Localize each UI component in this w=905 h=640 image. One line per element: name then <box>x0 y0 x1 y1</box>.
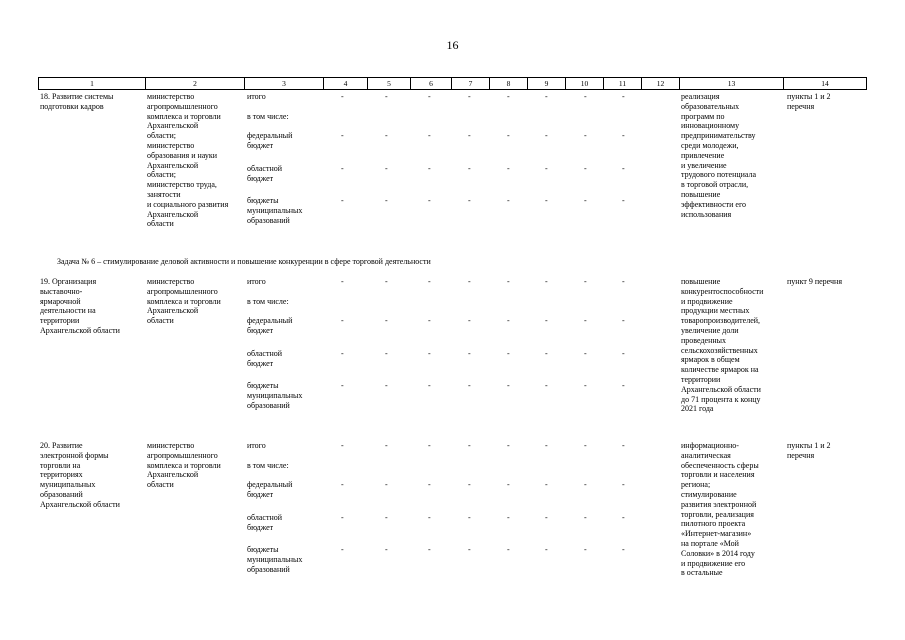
cell-line: до 71 процента к концу <box>681 394 761 404</box>
empty-value-dash: - <box>341 316 344 325</box>
cell-line: образований <box>247 564 290 574</box>
expected-result-cell <box>681 277 763 414</box>
empty-value-dash: - <box>507 196 510 205</box>
cell-line: бюджет <box>247 140 274 150</box>
cell-line: 19. Организация <box>40 277 97 286</box>
cell-line: агропромышленного <box>147 286 218 296</box>
column-header: 5 <box>368 78 411 90</box>
funding-source-cell <box>247 480 292 500</box>
cell-line: среди молодежи, <box>681 140 739 150</box>
empty-value-dash: - <box>385 545 388 554</box>
empty-value-dash: - <box>468 92 471 101</box>
empty-value-dash: - <box>584 349 587 358</box>
cell-line: региона; <box>681 480 711 490</box>
empty-value-dash: - <box>584 441 587 450</box>
cell-line: территории <box>681 374 721 384</box>
cell-line: перечня <box>787 450 815 460</box>
empty-value-dash: - <box>584 545 587 554</box>
funding-source-cell <box>247 513 282 533</box>
empty-value-dash: - <box>545 545 548 554</box>
empty-value-dash: - <box>428 381 431 390</box>
cell-line: информационно- <box>681 441 739 450</box>
empty-value-dash: - <box>584 164 587 173</box>
empty-value-dash: - <box>428 277 431 286</box>
empty-value-dash: - <box>468 381 471 390</box>
empty-value-dash: - <box>428 349 431 358</box>
empty-value-dash: - <box>622 164 625 173</box>
cell-line: образований <box>40 489 83 499</box>
expected-result-cell <box>681 92 756 219</box>
cell-line: бюджет <box>247 358 274 368</box>
empty-value-dash: - <box>428 441 431 450</box>
cell-line: выставочно- <box>40 286 83 296</box>
cell-line: и продвижение его <box>681 558 746 568</box>
empty-value-dash: - <box>468 349 471 358</box>
cell-line: торговли и населения <box>681 470 755 480</box>
empty-value-dash: - <box>622 196 625 205</box>
cell-line: муниципальных <box>247 554 303 564</box>
empty-value-dash: - <box>507 349 510 358</box>
cell-line: бюджет <box>247 489 274 499</box>
column-header: 3 <box>245 78 324 90</box>
executor-cell <box>147 277 221 326</box>
empty-value-dash: - <box>584 277 587 286</box>
empty-value-dash: - <box>507 381 510 390</box>
executor-cell <box>147 92 228 229</box>
cell-line: увеличение доли <box>681 325 739 335</box>
cell-line: в том числе: <box>247 461 289 470</box>
empty-value-dash: - <box>507 277 510 286</box>
cell-line: муниципальных <box>247 205 303 215</box>
empty-value-dash: - <box>428 92 431 101</box>
empty-value-dash: - <box>341 381 344 390</box>
empty-value-dash: - <box>385 164 388 173</box>
cell-line: области <box>147 480 174 490</box>
empty-value-dash: - <box>341 92 344 101</box>
indicator-link-cell <box>787 277 842 287</box>
cell-line: повышение <box>681 277 721 286</box>
column-header: 6 <box>411 78 452 90</box>
empty-value-dash: - <box>468 513 471 522</box>
cell-line: торговли на <box>40 460 81 470</box>
empty-value-dash: - <box>428 545 431 554</box>
cell-line: областной <box>247 164 283 173</box>
empty-value-dash: - <box>584 513 587 522</box>
empty-value-dash: - <box>507 480 510 489</box>
cell-line: территориях <box>40 470 83 480</box>
funding-source-cell <box>247 277 266 287</box>
cell-line: проведенных <box>681 335 727 345</box>
funding-source-cell <box>247 297 289 307</box>
cell-line: муниципальных <box>247 390 303 400</box>
cell-line: пункт 9 перечня <box>787 277 843 286</box>
empty-value-dash: - <box>385 441 388 450</box>
empty-value-dash: - <box>341 480 344 489</box>
empty-value-dash: - <box>468 316 471 325</box>
cell-line: комплекса и торговли <box>147 296 221 306</box>
cell-line: итого <box>247 277 266 286</box>
funding-source-cell <box>247 461 289 471</box>
empty-value-dash: - <box>545 513 548 522</box>
empty-value-dash: - <box>545 277 548 286</box>
cell-line: 18. Развитие системы <box>40 92 114 101</box>
empty-value-dash: - <box>428 480 431 489</box>
cell-line: количестве ярмарок на <box>681 365 759 375</box>
funding-source-cell <box>247 316 292 336</box>
cell-line: агропромышленного <box>147 101 218 111</box>
empty-value-dash: - <box>385 480 388 489</box>
cell-line: министерство <box>147 92 195 101</box>
cell-line: области; <box>147 131 176 141</box>
cell-line: бюджет <box>247 522 274 532</box>
cell-line: Архангельской <box>147 160 199 170</box>
empty-value-dash: - <box>385 513 388 522</box>
cell-line: пункты 1 и 2 <box>787 92 831 101</box>
empty-value-dash: - <box>622 277 625 286</box>
empty-value-dash: - <box>622 441 625 450</box>
empty-value-dash: - <box>507 164 510 173</box>
column-header: 10 <box>566 78 604 90</box>
cell-line: комплекса и торговли <box>147 111 221 121</box>
cell-line: в остальные <box>681 568 723 578</box>
funding-source-cell <box>247 112 289 122</box>
cell-line: федеральный <box>247 480 293 489</box>
cell-line: стимулирование <box>681 489 737 499</box>
cell-line: сельскохозяйственных <box>681 345 758 355</box>
cell-line: подготовки кадров <box>40 101 104 111</box>
empty-value-dash: - <box>468 131 471 140</box>
cell-line: эффективности его <box>681 199 747 209</box>
empty-value-dash: - <box>584 92 587 101</box>
cell-line: торговли, реализация <box>681 509 754 519</box>
cell-line: агропромышленного <box>147 450 218 460</box>
empty-value-dash: - <box>507 131 510 140</box>
cell-line: областной <box>247 349 283 358</box>
event-name-cell <box>40 92 113 112</box>
empty-value-dash: - <box>545 349 548 358</box>
column-header: 8 <box>490 78 528 90</box>
empty-value-dash: - <box>468 164 471 173</box>
column-header: 9 <box>528 78 566 90</box>
cell-line: 2021 года <box>681 404 714 414</box>
cell-line: образований <box>247 215 290 225</box>
empty-value-dash: - <box>341 349 344 358</box>
empty-value-dash: - <box>385 277 388 286</box>
cell-line: Архангельской <box>147 209 199 219</box>
empty-value-dash: - <box>507 545 510 554</box>
column-header: 1 <box>39 78 146 90</box>
cell-line: «Интернет-магазин» <box>681 529 752 539</box>
event-name-cell <box>40 277 120 336</box>
cell-line: в торговой отрасли, <box>681 180 749 190</box>
cell-line: на портале «Мой <box>681 538 739 548</box>
empty-value-dash: - <box>545 164 548 173</box>
empty-value-dash: - <box>385 131 388 140</box>
empty-value-dash: - <box>584 381 587 390</box>
cell-line: федеральный <box>247 316 293 325</box>
cell-line: программ по <box>681 111 725 121</box>
cell-line: привлечение <box>681 150 725 160</box>
cell-line: Архангельской области <box>40 499 120 509</box>
empty-value-dash: - <box>545 381 548 390</box>
empty-value-dash: - <box>341 545 344 554</box>
cell-line: образования и науки <box>147 150 218 160</box>
indicator-link-cell <box>787 92 831 112</box>
cell-line: конкурентоспособности <box>681 286 764 296</box>
empty-value-dash: - <box>428 316 431 325</box>
empty-value-dash: - <box>584 316 587 325</box>
cell-line: Соловки» в 2014 году <box>681 548 755 558</box>
cell-line: бюджеты <box>247 545 279 554</box>
cell-line: министерство <box>147 140 195 150</box>
empty-value-dash: - <box>468 441 471 450</box>
column-header: 11 <box>604 78 642 90</box>
cell-line: и увеличение <box>681 160 727 170</box>
empty-value-dash: - <box>468 545 471 554</box>
empty-value-dash: - <box>385 196 388 205</box>
empty-value-dash: - <box>584 131 587 140</box>
page-number: 16 <box>446 38 459 52</box>
empty-value-dash: - <box>428 196 431 205</box>
cell-line: бюджеты <box>247 196 279 205</box>
empty-value-dash: - <box>622 349 625 358</box>
cell-line: территории <box>40 316 80 326</box>
cell-line: Архангельской <box>147 470 199 480</box>
funding-source-cell <box>247 131 292 151</box>
cell-line: товаропроизводителей, <box>681 316 761 326</box>
cell-line: итого <box>247 92 266 101</box>
cell-line: министерство <box>147 277 195 286</box>
empty-value-dash: - <box>428 131 431 140</box>
cell-line: 20. Развитие <box>40 441 83 450</box>
empty-value-dash: - <box>507 441 510 450</box>
empty-value-dash: - <box>622 513 625 522</box>
cell-line: деятельности на <box>40 306 96 316</box>
cell-line: трудового потенциала <box>681 170 757 180</box>
empty-value-dash: - <box>341 441 344 450</box>
empty-value-dash: - <box>385 349 388 358</box>
cell-line: повышение <box>681 189 721 199</box>
cell-line: ярмарок в общем <box>681 355 740 365</box>
column-header-row <box>39 78 867 90</box>
empty-value-dash: - <box>468 196 471 205</box>
empty-value-dash: - <box>507 513 510 522</box>
cell-line: Архангельской области <box>40 325 120 335</box>
cell-line: перечня <box>787 101 815 111</box>
empty-value-dash: - <box>341 131 344 140</box>
column-header: 12 <box>642 78 680 90</box>
funding-source-cell <box>247 196 302 225</box>
empty-value-dash: - <box>622 316 625 325</box>
indicator-link-cell <box>787 441 831 461</box>
empty-value-dash: - <box>468 277 471 286</box>
cell-line: занятости <box>147 189 181 199</box>
empty-value-dash: - <box>341 196 344 205</box>
empty-value-dash: - <box>545 316 548 325</box>
empty-value-dash: - <box>622 381 625 390</box>
empty-value-dash: - <box>507 92 510 101</box>
funding-source-cell <box>247 545 302 574</box>
cell-line: бюджет <box>247 325 274 335</box>
funding-source-cell <box>247 349 282 369</box>
funding-source-cell <box>247 92 266 102</box>
cell-line: министерство труда, <box>147 180 217 190</box>
cell-line: продукции местных <box>681 306 750 316</box>
funding-source-cell <box>247 381 302 410</box>
cell-line: области <box>147 316 174 326</box>
cell-line: в том числе: <box>247 112 289 121</box>
empty-value-dash: - <box>428 513 431 522</box>
cell-line: и продвижение <box>681 296 733 306</box>
empty-value-dash: - <box>341 513 344 522</box>
event-name-cell <box>40 441 120 510</box>
cell-line: обеспеченность сферы <box>681 460 759 470</box>
cell-line: образовательных <box>681 101 740 111</box>
cell-line: министерство <box>147 441 195 450</box>
column-header: 13 <box>680 78 784 90</box>
empty-value-dash: - <box>545 131 548 140</box>
cell-line: реализация <box>681 92 720 101</box>
cell-line: области; <box>147 170 176 180</box>
column-header: 4 <box>324 78 368 90</box>
empty-value-dash: - <box>385 381 388 390</box>
cell-line: в том числе: <box>247 297 289 306</box>
cell-line: области <box>147 219 174 229</box>
empty-value-dash: - <box>385 92 388 101</box>
executor-cell <box>147 441 221 490</box>
cell-line: Архангельской <box>147 306 199 316</box>
cell-line: инновационному <box>681 121 740 131</box>
cell-line: муниципальных <box>40 480 96 490</box>
cell-line: бюджеты <box>247 381 279 390</box>
empty-value-dash: - <box>545 196 548 205</box>
column-header: 2 <box>146 78 245 90</box>
expected-result-cell <box>681 441 759 578</box>
empty-value-dash: - <box>428 164 431 173</box>
cell-line: ярмарочной <box>40 296 81 306</box>
empty-value-dash: - <box>468 480 471 489</box>
task-6-heading: Задача № 6 – стимулирование деловой активности и повышение конкуренции в сфере торговой деятельности <box>57 257 431 266</box>
cell-line: итого <box>247 441 266 450</box>
empty-value-dash: - <box>545 441 548 450</box>
funding-source-cell <box>247 441 266 451</box>
cell-line: и социального развития <box>147 199 229 209</box>
empty-value-dash: - <box>622 131 625 140</box>
cell-line: бюджет <box>247 173 274 183</box>
cell-line: Архангельской области <box>681 384 761 394</box>
cell-line: развития электронной <box>681 499 757 509</box>
cell-line: комплекса и торговли <box>147 460 221 470</box>
empty-value-dash: - <box>341 164 344 173</box>
empty-value-dash: - <box>622 545 625 554</box>
column-header: 7 <box>452 78 490 90</box>
cell-line: предпринимательству <box>681 131 756 141</box>
cell-line: использования <box>681 209 732 219</box>
cell-line: электронной формы <box>40 450 109 460</box>
cell-line: пункты 1 и 2 <box>787 441 831 450</box>
cell-line: пилотного проекта <box>681 519 746 529</box>
cell-line: областной <box>247 513 283 522</box>
empty-value-dash: - <box>545 92 548 101</box>
column-header: 14 <box>784 78 867 90</box>
empty-value-dash: - <box>622 480 625 489</box>
empty-value-dash: - <box>584 480 587 489</box>
column-header-table <box>38 77 867 90</box>
cell-line: федеральный <box>247 131 293 140</box>
empty-value-dash: - <box>545 480 548 489</box>
cell-line: образований <box>247 400 290 410</box>
empty-value-dash: - <box>507 316 510 325</box>
empty-value-dash: - <box>622 92 625 101</box>
cell-line: аналитическая <box>681 450 731 460</box>
empty-value-dash: - <box>341 277 344 286</box>
empty-value-dash: - <box>385 316 388 325</box>
empty-value-dash: - <box>584 196 587 205</box>
cell-line: Архангельской <box>147 121 199 131</box>
funding-source-cell <box>247 164 282 184</box>
